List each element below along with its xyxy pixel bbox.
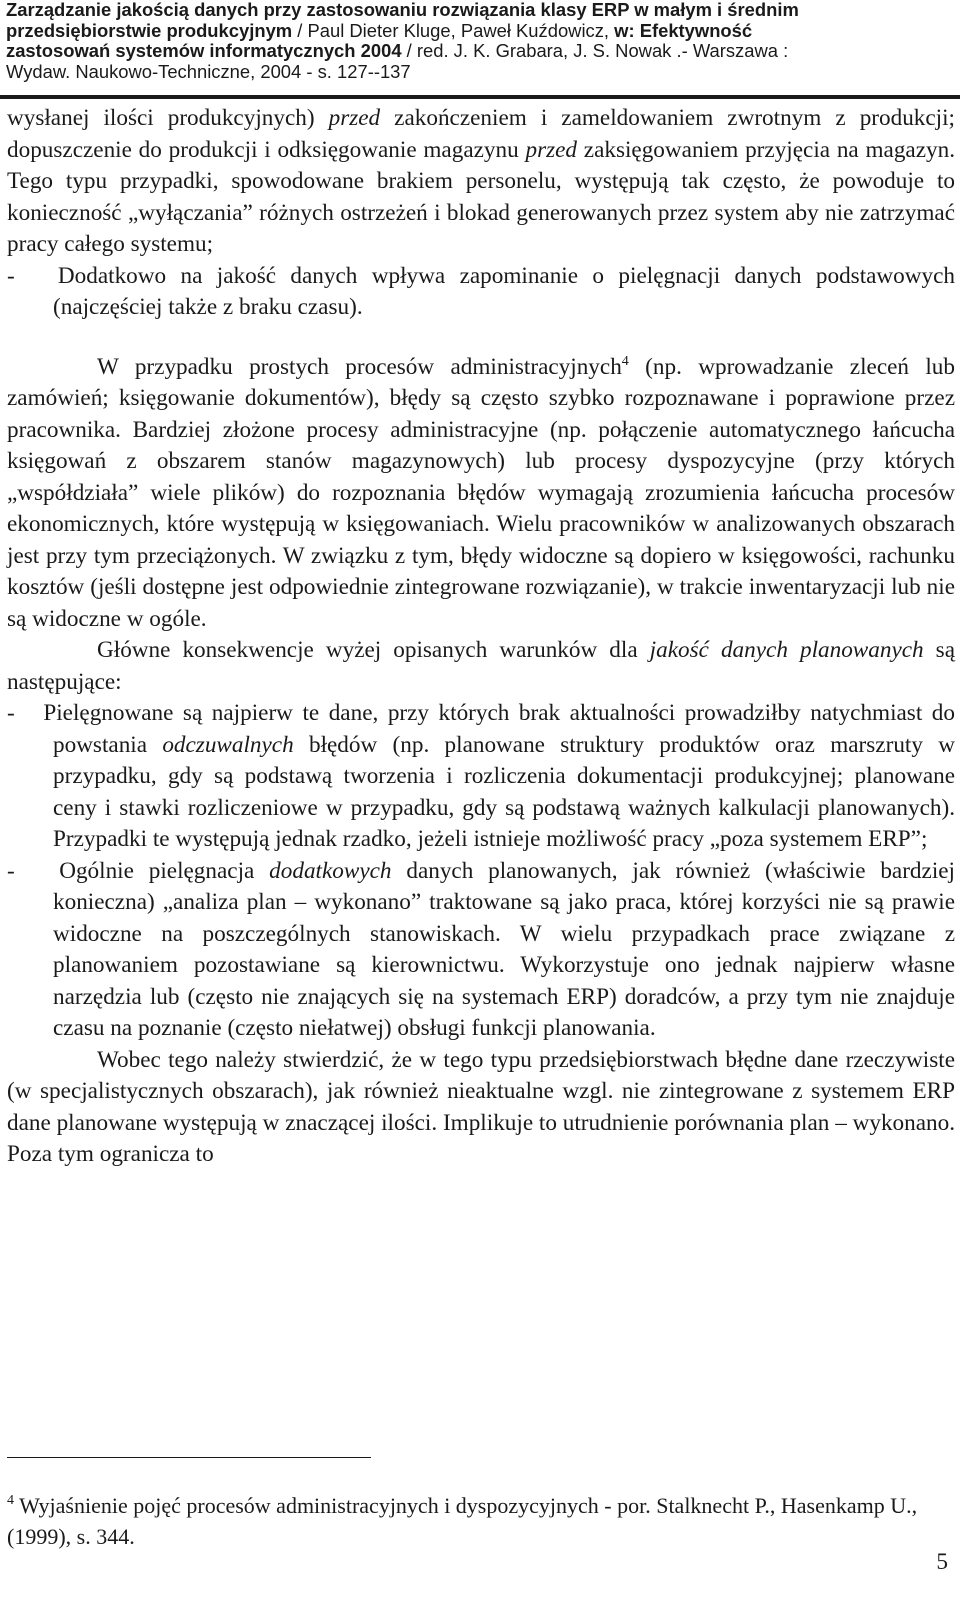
citation-header bbox=[6, 0, 954, 82]
bullet-item-maintained-data bbox=[7, 698, 955, 856]
footnote-ref: 4 bbox=[621, 353, 629, 369]
text-run: zakończeniem i zameldowaniem zwrotnym z produkcji; dopuszczenie do produkcji i odksięgowanie magazynu bbox=[7, 105, 955, 163]
emphasis-text: jakość danych planowanych bbox=[649, 637, 924, 663]
citation-line-3 bbox=[6, 41, 954, 62]
paragraph-continuation bbox=[7, 103, 955, 261]
text-run: są następujące: bbox=[7, 637, 955, 695]
text-run: Wobec tego należy stwierdzić, że w tego typu przedsiębiorstwach błędne dane rzeczywiste (w specjalistycznych obszarach), jak również nieaktualne wzgl. nie zintegrowane z systemem ERP dane planowane występują w znaczącej ilości. Implikuje to utrudnienie porównania plan – wykonano. Poza tym ogranicza to bbox=[7, 1046, 955, 1167]
citation-book-1: w: Efektywność bbox=[614, 19, 753, 41]
citation-editors: / red. J. K. Grabara, J. S. Nowak .- Warszawa : bbox=[401, 40, 789, 61]
citation-line-4 bbox=[6, 62, 954, 83]
citation-book-2: zastosowań systemów informatycznych 2004 bbox=[6, 40, 402, 61]
document-body bbox=[7, 103, 955, 1171]
bullet-item-maintenance bbox=[7, 261, 955, 324]
emphasis-text: odczuwalnych bbox=[162, 731, 294, 758]
footnote-text-line bbox=[7, 1490, 955, 1552]
text-run: wysłanej ilości produkcyjnych) bbox=[7, 105, 329, 131]
text-run: - Dodatkowo na jakość danych wpływa zapominanie o pielęgnacji danych podstawowych (najczęściej także z braku czasu). bbox=[7, 262, 955, 320]
footnote-mark: 4 bbox=[7, 1493, 14, 1508]
header-divider bbox=[0, 95, 960, 99]
paragraph-admin-processes bbox=[7, 352, 955, 636]
text-run: danych planowanych, jak również (właściwie bardziej konieczna) „analiza plan – wykonano” traktowane są jako praca, której korzyści nie są prawie widoczne na poszczególnych stanowiskach. W wielu przypadkach prace związane z planowaniem pozostawiane są kierownictwu. Wykorzystuje ono jednak najpierw własne narzędzia lub (często nie znających się na systemach ERP) doradców, a przy tym nie znajduje czasu na poznanie (często niełatwej) obsługi funkcji planowania. bbox=[53, 857, 955, 1041]
citation-authors: / Paul Dieter Kluge, Paweł Kuźdowicz, bbox=[292, 19, 615, 41]
citation-line-1 bbox=[6, 0, 954, 21]
text-run: (np. wprowadzanie zleceń lub zamówień; księgowanie dokumentów), błędy są często szybko rozpoznawane i poprawione przez pracownika. Bardziej złożone procesy administracyjne (np. połączenie automatycznego łańcucha księgowań z obszarem stanów magazynowych) lub procesy dyspozycyjne (przy których „współdziała” wiele plików) do rozpoznania błędów wymagają zrozumienia łańcucha procesów ekonomicznych, które występują w księgowaniach. Wielu pracowników w analizowanych obszarach jest przy tym przeciążonych. W związku z tym, błędy widoczne są dopiero w księgowości, rachunku kosztów (jeśli dostępne jest odpowiednie zintegrowane rozwiązanie), w trakcie inwentaryzacji lub nie są widoczne w ogóle. bbox=[7, 353, 955, 632]
text-run: W przypadku prostych procesów administracyjnych bbox=[97, 353, 622, 380]
page-number: 5 bbox=[936, 1549, 948, 1575]
text-run: zaksięgowaniem przyjęcia na magazyn. Tego typu przypadki, spowodowane brakiem personelu, występują tak często, że powoduje to konieczność „wyłączania” różnych ostrzeżeń i blokad generowanych przez system aby nie zatrzymać pracy całego systemu; bbox=[7, 136, 955, 257]
paragraph-conclusion bbox=[7, 1045, 955, 1171]
emphasis-text: dodatkowych bbox=[269, 857, 392, 884]
text-run: - Pielęgnowane są najpierw te dane, przy których brak aktualności prowadziłby natychmiast do powstania bbox=[7, 700, 955, 758]
emphasis-text: przed bbox=[525, 136, 577, 163]
text-run: błędów (np. planowane struktury produktów oraz marszruty w przypadku, gdy są podstawą tworzenia i rozliczenia dokumentacji produkcyjnej; planowane ceny i stawki rozliczeniowe w przypadku, gdy są podstawą ważnych kalkulacji planowanych). Przypadki te występują jednak rzadko, jeżeli istnieje możliwość pracy „poza systemem ERP”; bbox=[53, 731, 955, 852]
text-run: Główne konsekwencje wyżej opisanych warunków dla bbox=[97, 637, 650, 663]
paragraph-gap bbox=[7, 324, 955, 352]
bullet-item-additional-data bbox=[7, 856, 955, 1045]
text-run: - Ogólnie pielęgnacja bbox=[7, 857, 270, 884]
footnote-text: Wyjaśnienie pojęć procesów administracyjnych i dyspozycyjnych - por. Stalknecht P., Hasenkamp U., (1999), s. 344. bbox=[7, 1493, 918, 1549]
footnote-divider bbox=[7, 1457, 371, 1458]
citation-publisher: Wydaw. Naukowo-Techniczne, 2004 - s. 127--137 bbox=[6, 60, 411, 82]
footnote bbox=[7, 1490, 955, 1552]
citation-line-2 bbox=[6, 21, 954, 42]
citation-title-2: przedsiębiorstwie produkcyjnym bbox=[6, 19, 293, 41]
emphasis-text: przed bbox=[328, 105, 381, 131]
citation-title-1: Zarządzanie jakością danych przy zastosowaniu rozwiązania klasy ERP w małym i średnim bbox=[6, 0, 799, 20]
paragraph-consequences bbox=[7, 635, 955, 698]
